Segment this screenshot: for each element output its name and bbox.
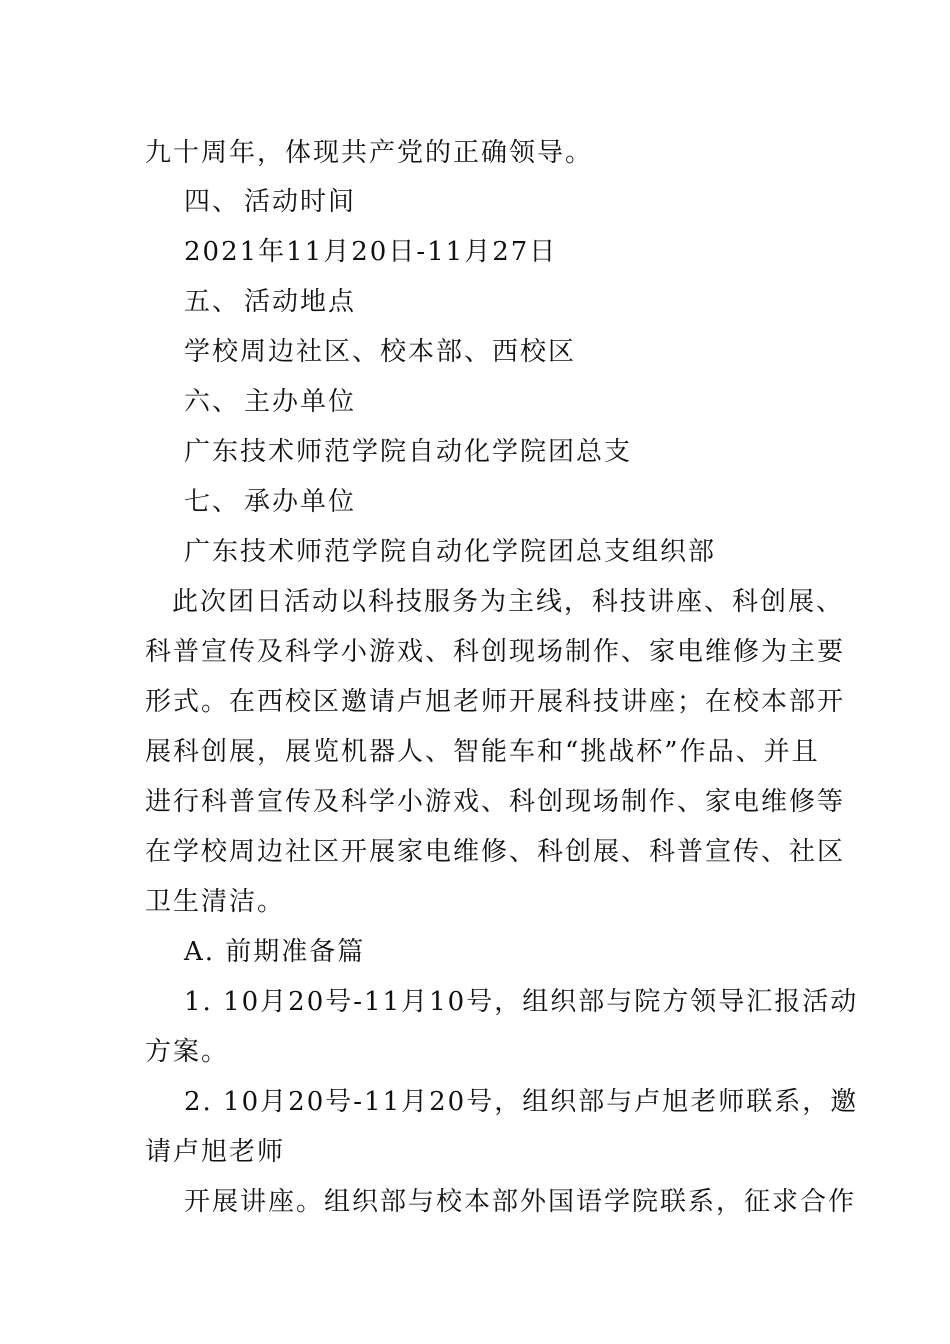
section-heading-location xyxy=(184,285,810,319)
section-title: 活动时间 xyxy=(244,187,357,217)
paragraph-line: 形式。在西校区邀请卢旭老师开展科技讲座；在校本部开 xyxy=(145,687,846,717)
paragraph-line: 科普宣传及科学小游戏、科创现场制作、家电维修为主要 xyxy=(145,637,846,667)
section-title: 活动地点 xyxy=(244,287,357,317)
paragraph-line: 在学校周边社区开展家电维修、科创展、科普宣传、社区 xyxy=(145,837,846,867)
section-number: 五、 xyxy=(184,287,241,317)
text-line: 广东技术师范学院自动化学院团总支 xyxy=(184,437,633,467)
section-number: 六、 xyxy=(184,387,241,417)
text-line: 九十周年，体现共产党的正确领导。 xyxy=(145,138,594,168)
list-item-continuation: 请卢旭老师 xyxy=(145,1137,286,1167)
section-title: 主办单位 xyxy=(244,387,357,417)
text-line: 2021年11月20日-11月27日 xyxy=(184,237,558,267)
text-line: 广东技术师范学院自动化学院团总支组织部 xyxy=(184,537,717,567)
list-item: 1. 10月20号-11月10号，组织部与院方领导汇报活动 xyxy=(184,987,859,1017)
section-heading-organizer xyxy=(184,385,810,419)
paragraph-line: 进行科普宣传及科学小游戏、科创现场制作、家电维修等 xyxy=(145,787,846,817)
text-line: 学校周边社区、校本部、西校区 xyxy=(184,337,577,367)
subsection-heading: A. 前期准备篇 xyxy=(184,937,366,967)
paragraph-line: 开展讲座。组织部与校本部外国语学院联系，征求合作 xyxy=(184,1187,857,1217)
section-heading-time xyxy=(184,185,810,219)
list-item-continuation: 方案。 xyxy=(145,1037,230,1067)
section-number: 四、 xyxy=(184,187,241,217)
paragraph-line: 卫生清洁。 xyxy=(145,887,286,917)
list-item: 2. 10月20号-11月20号，组织部与卢旭老师联系，邀 xyxy=(184,1087,859,1117)
section-heading-undertaker xyxy=(184,485,810,519)
section-title: 承办单位 xyxy=(244,487,357,517)
paragraph-line: 展科创展，展览机器人、智能车和“挑战杯”作品、并且 xyxy=(145,737,820,767)
paragraph-line: 此次团日活动以科技服务为主线，科技讲座、科创展、 xyxy=(172,587,845,617)
section-number: 七、 xyxy=(184,487,241,517)
